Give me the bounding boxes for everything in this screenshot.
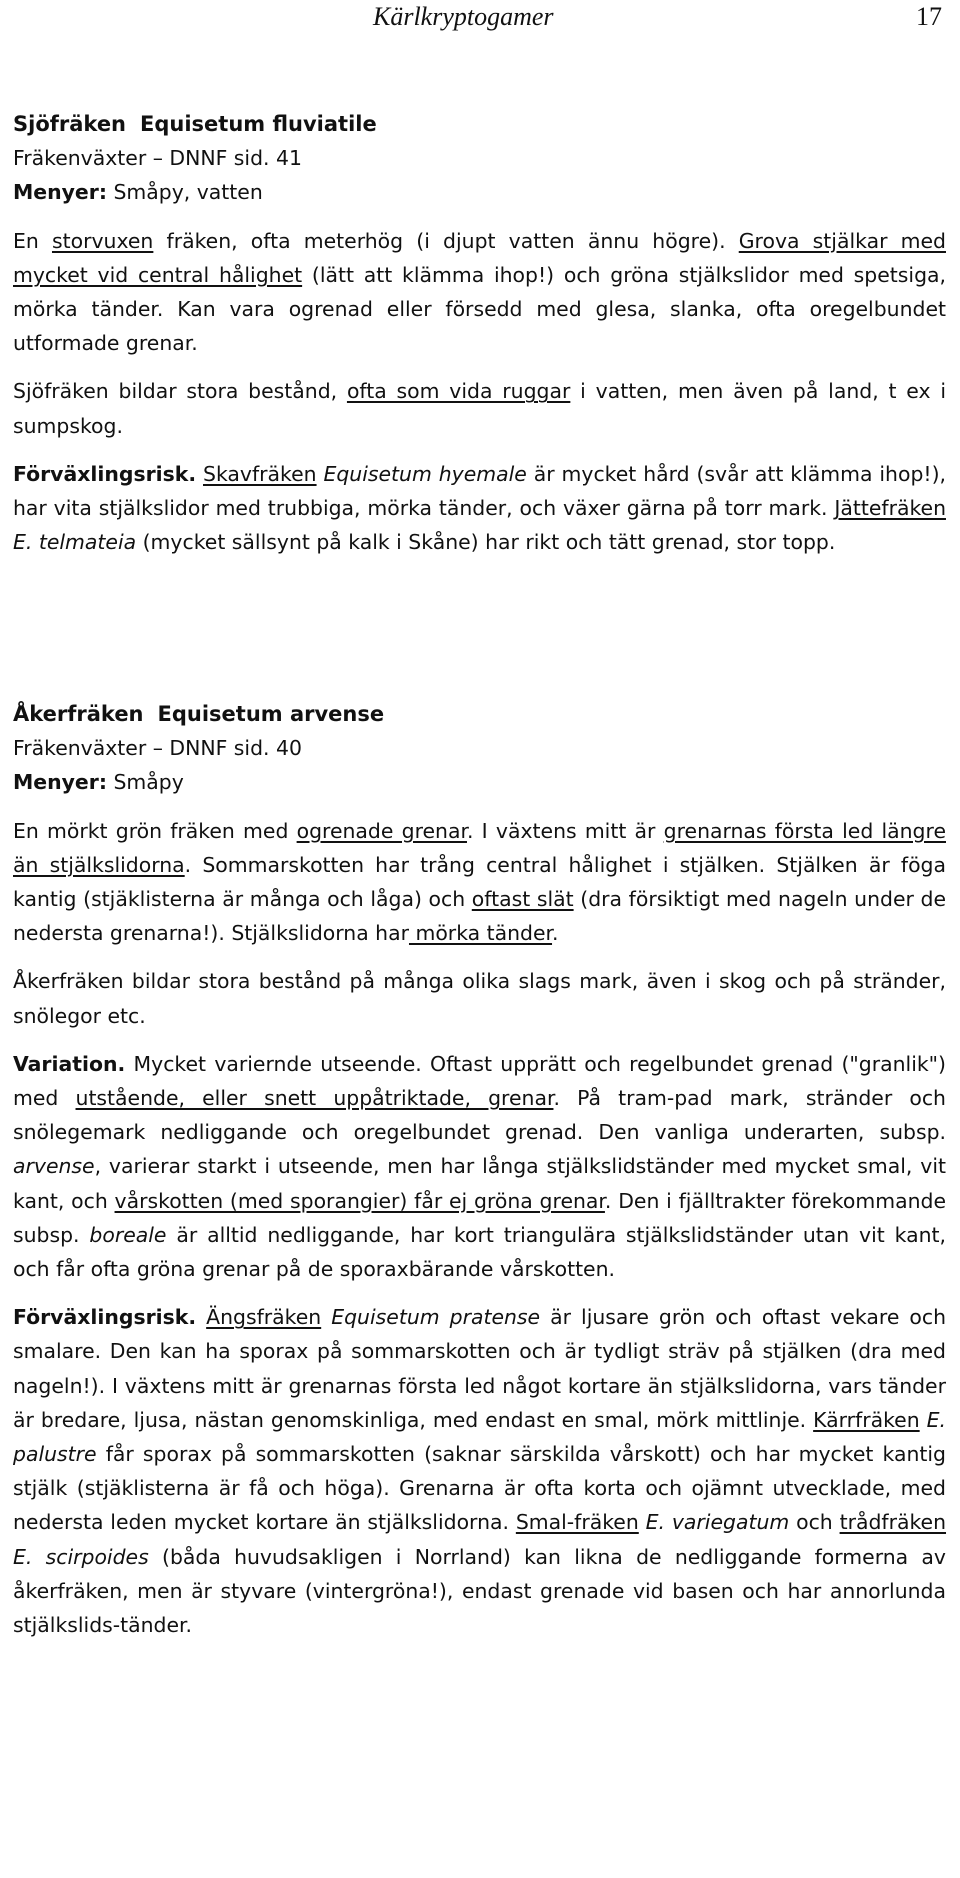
underlined-term: vårskotten (med sporangier) får ej gröna grenar — [114, 1188, 605, 1213]
section-sjofraken — [13, 107, 946, 559]
text-run: är mycket hård (svår att klämma ihop!), har vita stjälkslidor med trubbiga, mörka tänder, och växer gärna på torr mark. — [13, 461, 947, 521]
species-name: Åkerfräken — [13, 702, 144, 726]
underlined-term: mörka tänder — [408, 921, 553, 946]
underlined-term: Ängsfräken — [206, 1305, 322, 1330]
menu-label: Menyer: — [13, 770, 107, 795]
underlined-term: grenarnas första led längre än stjälkslidorna — [13, 818, 946, 877]
text-run: . Sommarskotten har trång central hålighet i stjälken. Stjälken är föga kantig (stjäklisterna är många och låga) och — [13, 852, 946, 912]
menu-value: Småpy, vatten — [113, 180, 263, 205]
underlined-term: oftast slät — [471, 887, 574, 912]
underlined-term: Jättefräken — [834, 496, 946, 521]
underlined-term: storvuxen — [51, 228, 154, 253]
text-run: . På tram-pad mark, stränder och snölegemark nedliggande och oregelbundet grenad. Den vanliga underarten, subsp. — [13, 1086, 946, 1145]
text-run: . — [552, 921, 559, 946]
text-run: Mycket variernde utseende. Oftast upprätt och regelbundet grenad ("granlik") med — [13, 1051, 946, 1111]
species-name: Sjöfräken — [13, 112, 127, 136]
latin-name: arvense — [13, 1154, 95, 1179]
running-head-title: Kärlkryptogamer — [373, 2, 554, 31]
underlined-term: trådfräken — [839, 1510, 947, 1535]
text-run: är ljusare grön och oftast vekare och smalare. Den kan ha sporax på sommarskotten och är tydligt sträv på stjälken (dra med nageln!). I växtens mitt är grenarnas första led något kortare än stjälkslidorna, vars tänder är bredare, ljusa, nästan genomskinliga, med endast en smal, mörk mittlinje. — [13, 1305, 947, 1432]
menu-label: Menyer: — [13, 180, 107, 205]
page-number: 17 — [916, 2, 942, 31]
section-akerfraken — [13, 697, 946, 1642]
text-run: får sporax på sommarskotten (saknar särskilda vårskott) och har mycket kantig stjälk (stjäklisterna är få och höga). Grenarna är ofta korta och ojämnt utvecklade, med nedersta leden mycket kortare än stjälkslidorna. — [13, 1442, 946, 1535]
text-run: Sjöfräken bildar stora bestånd, — [13, 379, 347, 404]
text-run: (dra försiktigt med nageln under de nedersta grenarna!). Stjälkslidorna har — [13, 887, 946, 946]
latin-name: Equisetum pratense — [331, 1305, 541, 1330]
text-run: (lätt att klämma ihop!) och gröna stjälkslidor med spetsiga, mörka tänder. Kan vara ogrenad eller försedd med glesa, slanka, ofta oregelbundet utformade grenar. — [13, 262, 946, 356]
species-heading — [13, 697, 946, 731]
latin-name: E. telmateia — [13, 530, 137, 555]
text-run: i vatten, men även på land, t ex i sumpskog. — [13, 379, 947, 438]
latin-name: E. variegatum — [645, 1510, 790, 1535]
latin-name: Equisetum hyemale — [323, 461, 527, 486]
underlined-term: ogrenade grenar — [296, 818, 467, 843]
family-line: Fräkenväxter – DNNF sid. 41 — [13, 146, 302, 171]
habitat-paragraph: Åkerfräken bildar stora bestånd på många olika slags mark, även i skog och på stränder, snölegor etc. — [13, 969, 946, 1028]
description-paragraph — [13, 224, 946, 361]
confusion-paragraph — [13, 1300, 946, 1642]
species-latin-name: Equisetum arvense — [157, 702, 385, 726]
menu-line — [13, 765, 946, 799]
menu-value: Småpy — [113, 770, 184, 795]
confusion-label: Förväxlingsrisk. — [13, 461, 197, 486]
text-run: En mörkt grön fräken med — [13, 818, 297, 843]
running-head — [13, 0, 942, 56]
family-line: Fräkenväxter – DNNF sid. 40 — [13, 736, 302, 761]
underlined-term: Kärrfräken — [813, 1407, 920, 1432]
latin-name: boreale — [89, 1222, 167, 1247]
variation-label: Variation. — [13, 1051, 126, 1076]
text-run: fräken, ofta meterhög (i djupt vatten ännu högre). — [153, 228, 739, 253]
habitat-paragraph — [13, 374, 946, 442]
text-run: En — [13, 228, 52, 253]
text-run: (mycket sällsynt på kalk i Skåne) har rikt och tätt grenad, stor topp. — [136, 530, 836, 555]
species-heading — [13, 107, 946, 141]
underlined-term: Grova stjälkar med mycket vid central hålighet — [13, 228, 946, 287]
text-run: (båda huvudsakligen i Norrland) kan likna de nedliggande formerna av åkerfräken, men är styvare (vintergröna!), endast grenade vid basen och har annorlunda stjälkslids-tänder. — [13, 1544, 946, 1638]
text-run: . I växtens mitt är — [466, 818, 664, 843]
text-run: och — [789, 1510, 840, 1535]
description-paragraph — [13, 814, 946, 951]
confusion-label: Förväxlingsrisk. — [13, 1305, 197, 1330]
species-latin-name: Equisetum fluviatile — [140, 112, 377, 136]
variation-paragraph — [13, 1047, 946, 1286]
confusion-paragraph — [13, 457, 946, 560]
underlined-term: utstående, eller snett uppåtriktade, grenar — [75, 1086, 554, 1111]
text-run: , varierar starkt i utseende, men har långa stjälkslidständer med mycket smal, vit kant, och — [13, 1154, 946, 1213]
latin-name: E. scirpoides — [13, 1544, 149, 1569]
menu-line — [13, 175, 946, 209]
text-run: . Den i fjälltrakter förekommande subsp. — [13, 1188, 947, 1247]
text-run: är alltid nedliggande, har kort triangulära stjälkslidständer utan vit kant, och får ofta gröna grenar på de sporaxbärande vårskotten. — [13, 1222, 946, 1282]
underlined-term: Skavfräken — [203, 461, 317, 486]
underlined-term: ofta som vida ruggar — [346, 379, 571, 404]
latin-name: E. palustre — [13, 1407, 946, 1467]
underlined-term: Smal-fräken — [515, 1510, 639, 1535]
